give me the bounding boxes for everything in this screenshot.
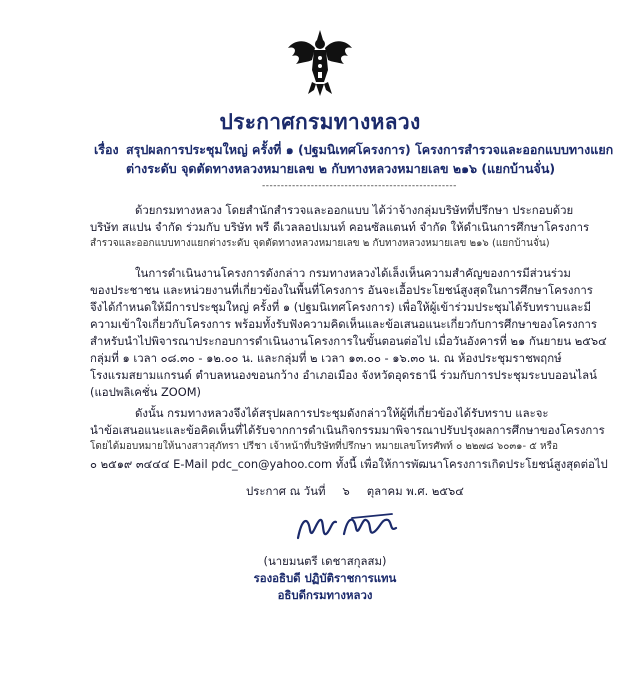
paragraph-2-line: โรงแรมสยามแกรนด์ ตำบลหนองขอนกว้าง อำเภอเมือง จังหวัดอุดรธานี ร่วมกับการประชุมระบบออนไลน์: [90, 368, 597, 382]
date-day: ๖: [342, 484, 350, 498]
paragraph-3-line: นำข้อเสนอแนะและข้อคิดเห็นที่ได้รับจากการดำเนินกิจกรรมมาพิจารณาปรับปรุงผลการศึกษาของโครงการ: [90, 423, 605, 437]
announcement-date: [246, 486, 464, 497]
paragraph-3-line: โดยได้มอบหมายให้นางสาวสุภัทรา ปรีชา เจ้าหน้าที่บริษัทที่ปรึกษา หมายเลขโทรศัพท์ ๐ ๒๒๗๘ ๖๐๓๑- ๕ หรือ: [90, 441, 559, 452]
paragraph-2-line: ของประชาชน และหน่วยงานที่เกี่ยวข้องในพื้นที่โครงการ อันจะเอื้อประโยชน์สูงสุดในการศึกษาโครงการ: [90, 283, 593, 297]
paragraph-2-line: (แอปพลิเคชั่น ZOOM): [90, 385, 202, 399]
date-prefix: ประกาศ ณ วันที่: [246, 484, 326, 498]
paragraph-2-line: กลุ่มที่ ๑ เวลา ๐๘.๓๐ - ๑๒.๐๐ น. และกลุ่มที่ ๒ เวลา ๑๓.๐๐ - ๑๖.๓๐ น. ณ ห้องประชุมราชพฤกษ์: [90, 351, 562, 365]
paragraph-2-line: ในการดำเนินงานโครงการดังกล่าว กรมทางหลวงได้เล็งเห็นความสำคัญของการมีส่วนร่วม: [135, 266, 571, 280]
subject-line-2: ต่างระดับ จุดตัดทางหลวงหมายเลข ๒ กับทางหลวงหมายเลข ๒๑๖ (แยกบ้านจั่น): [126, 161, 556, 176]
signatory-title: อธิบดีกรมทางหลวง: [277, 588, 373, 602]
paragraph-2-line: สำหรับนำไปพิจารณาประกอบการดำเนินงานโครงการในขั้นตอนต่อไป เมื่อวันอังคารที่ ๒๑ กันยายน ๒๕๖๔: [90, 334, 607, 348]
paragraph-1-line: บริษัท สแปน จำกัด ร่วมกับ บริษัท พรี ดีเวลลอปเมนท์ คอนซัลแตนท์ จำกัด ให้ดำเนินการศึกษาโครงการ: [90, 220, 590, 234]
handwritten-signature-icon: [292, 508, 402, 548]
subject-line-1: สรุปผลการประชุมใหญ่ ครั้งที่ ๑ (ปฐมนิเทศโครงการ) โครงการสำรวจและออกแบบทางแยก: [126, 142, 614, 157]
paragraph-1-line: ด้วยกรมทางหลวง โดยสำนักสำรวจและออกแบบ ได้ว่าจ้างกลุ่มบริษัทที่ปรึกษา ประกอบด้วย: [135, 203, 574, 217]
page-title: ประกาศกรมทางหลวง: [219, 110, 421, 134]
date-month-year: ตุลาคม พ.ศ. ๒๕๖๔: [366, 484, 464, 498]
paragraph-2-line: จึงได้กำหนดให้มีการประชุมใหญ่ ครั้งที่ ๑ (ปฐมนิเทศโครงการ) เพื่อให้ผู้เข้าร่วมประชุมได้รับทราบและมี: [90, 300, 591, 314]
signatory-position: รองอธิบดี ปฏิบัติราชการแทน: [253, 571, 397, 585]
paragraph-3-line: ดังนั้น กรมทางหลวงจึงได้สรุปผลการประชุมดังกล่าวให้ผู้ที่เกี่ยวข้องได้รับทราบ และจะ: [135, 406, 549, 420]
garuda-emblem-icon: [286, 28, 354, 98]
subject-label: เรื่อง: [94, 142, 119, 157]
paragraph-2-line: ความเข้าใจเกี่ยวกับโครงการ พร้อมทั้งรับฟังความคิดเห็นและข้อเสนอแนะเกี่ยวกับการศึกษาของโครงการ: [90, 317, 598, 331]
paragraph-3-line: ๐ ๒๕๑๙ ๓๔๔๔ E-Mail pdc_con@yahoo.com ทั้งนี้ เพื่อให้การพัฒนาโครงการเกิดประโยชน์สูงสุดต่อไป: [90, 457, 608, 471]
signatory-name: (นายมนตรี เดชาสกุลสม): [263, 554, 387, 568]
divider: ----------------------------------------------------: [262, 181, 457, 191]
paragraph-1-line: สำรวจและออกแบบทางแยกต่างระดับ จุดตัดทางหลวงหมายเลข ๒ กับทางหลวงหมายเลข ๒๑๖ (แยกบ้านจั่น): [90, 238, 550, 249]
